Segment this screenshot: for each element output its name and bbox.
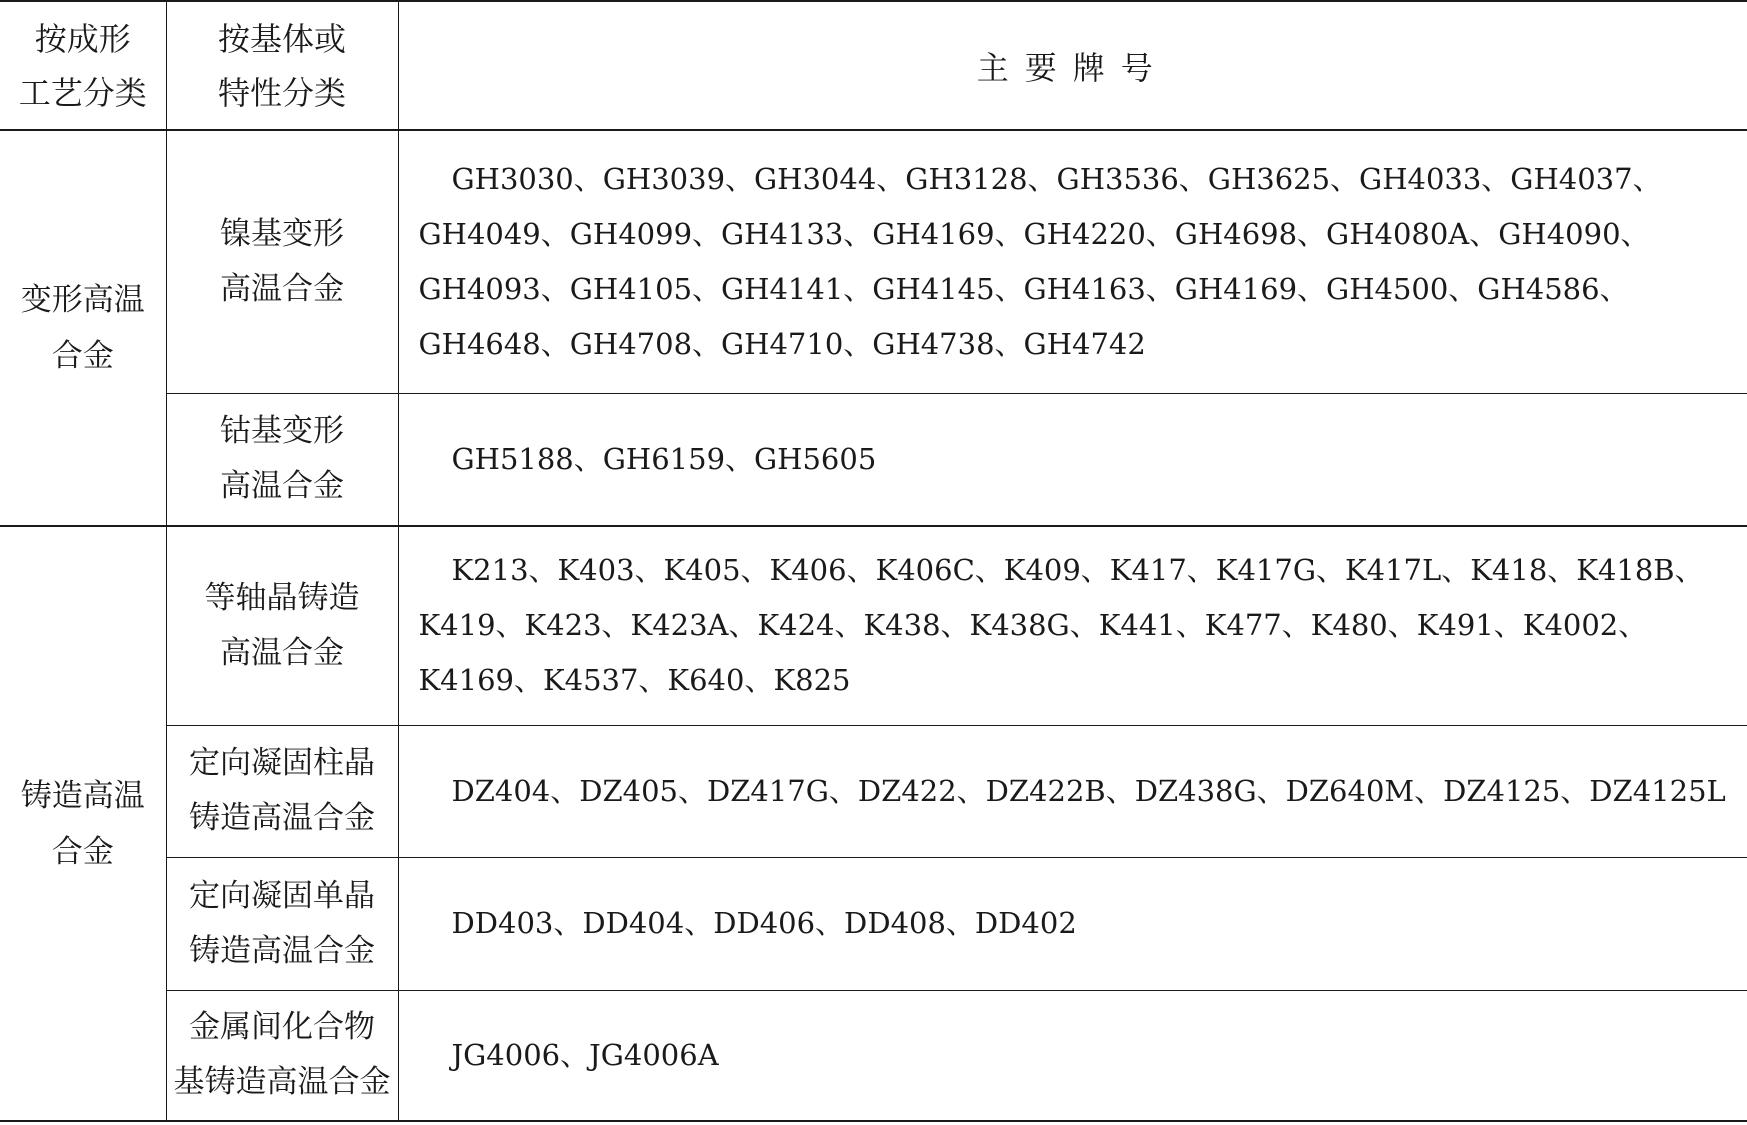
category-line1: 铸造高温 <box>20 777 145 814</box>
subcategory-ds-columnar <box>166 725 398 857</box>
category-wrought <box>0 130 166 526</box>
category-cast <box>0 526 166 1121</box>
subcategory-line1: 金属间化合物 <box>189 1009 375 1046</box>
subcategory-line2: 基铸造高温合金 <box>173 1064 391 1101</box>
subcategory-ds-single-crystal <box>166 857 398 990</box>
grades-ds-columnar: DZ404、DZ405、DZ417G、DZ422、DZ422B、DZ438G、DZ640M、DZ4125、DZ4125L <box>398 725 1747 857</box>
grades-nickel-wrought: GH3030、GH3039、GH3044、GH3128、GH3536、GH3625、GH4033、GH4037、GH4049、GH4099、GH4133、GH4169、GH4220、GH4698、GH4080A、GH4090、GH4093、GH4105、GH4141、GH4145、GH4163、GH4169、GH4500、GH4586、GH4648、GH4708、GH4710、GH4738、GH4742 <box>398 130 1747 393</box>
grades-equiaxed-cast: K213、K403、K405、K406、K406C、K409、K417、K417G、K417L、K418、K418B、K419、K423、K423A、K424、K438、K438G、K441、K477、K480、K491、K4002、K4169、K4537、K640、K825 <box>398 526 1747 725</box>
subcategory-line2: 高温合金 <box>220 468 344 505</box>
header-main-grades: 主要牌号 <box>398 1 1747 130</box>
category-line2: 合金 <box>51 833 114 870</box>
subcategory-line2: 铸造高温合金 <box>189 932 375 969</box>
subcategory-equiaxed-cast <box>166 526 398 725</box>
header-forming-process <box>0 1 166 130</box>
table-row <box>0 130 1747 393</box>
subcategory-nickel-wrought <box>166 130 398 393</box>
subcategory-line1: 定向凝固单晶 <box>189 877 375 914</box>
table-row <box>0 990 1747 1121</box>
grades-ds-single-crystal: DD403、DD404、DD406、DD408、DD402 <box>398 857 1747 990</box>
subcategory-intermetallic-cast <box>166 990 398 1121</box>
table-row <box>0 393 1747 526</box>
grades-intermetallic-cast: JG4006、JG4006A <box>398 990 1747 1121</box>
category-line1: 变形高温 <box>20 282 145 318</box>
subcategory-line1: 钴基变形 <box>220 413 344 450</box>
header-col2-line2: 特性分类 <box>217 73 346 112</box>
header-matrix-property <box>166 1 398 130</box>
subcategory-line2: 高温合金 <box>220 634 344 671</box>
table-row <box>0 526 1747 725</box>
table-row <box>0 857 1747 990</box>
table-row <box>0 725 1747 857</box>
subcategory-line2: 铸造高温合金 <box>189 800 375 836</box>
subcategory-line1: 镍基变形 <box>220 215 344 252</box>
subcategory-cobalt-wrought <box>166 393 398 526</box>
subcategory-line2: 高温合金 <box>220 270 344 307</box>
header-col2-line1: 按基体或 <box>217 19 346 58</box>
header-col1-line2: 工艺分类 <box>18 73 147 112</box>
subcategory-line1: 定向凝固柱晶 <box>189 745 375 781</box>
header-col1-line1: 按成形 <box>34 19 131 58</box>
header-row <box>0 1 1747 130</box>
subcategory-line1: 等轴晶铸造 <box>204 579 360 616</box>
category-line2: 合金 <box>51 338 114 374</box>
grades-cobalt-wrought: GH5188、GH6159、GH5605 <box>398 393 1747 526</box>
